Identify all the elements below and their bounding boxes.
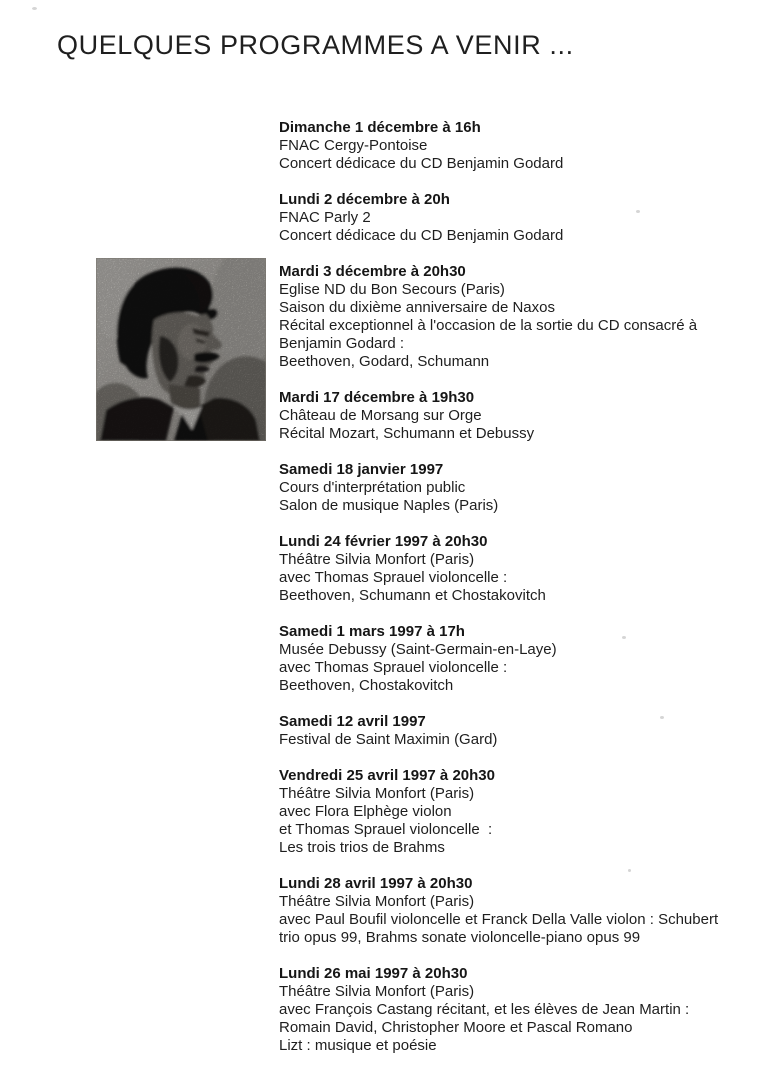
event-date: Lundi 28 avril 1997 à 20h30	[279, 875, 473, 892]
event-date: Lundi 2 décembre à 20h	[279, 191, 450, 208]
event-detail-line: avec Flora Elphège violon	[279, 803, 452, 820]
event-date: Lundi 24 février 1997 à 20h30	[279, 533, 488, 550]
event-entry	[279, 119, 759, 173]
scan-speck	[32, 7, 37, 10]
event-entry	[279, 461, 759, 515]
event-entry	[279, 389, 759, 443]
event-detail-line: Festival de Saint Maximin (Gard)	[279, 731, 498, 748]
event-list	[279, 119, 759, 1073]
event-detail-line: et Thomas Sprauel violoncelle :	[279, 821, 493, 838]
event-detail-line: trio opus 99, Brahms sonate violoncelle-piano opus 99	[279, 929, 641, 946]
event-date: Samedi 18 janvier 1997	[279, 461, 444, 478]
event-entry	[279, 533, 759, 605]
event-detail-line: Cours d'interprétation public	[279, 479, 466, 496]
event-detail-line: Château de Morsang sur Orge	[279, 407, 482, 424]
event-detail-line: FNAC Cergy-Pontoise	[279, 137, 428, 154]
event-detail-line: Beethoven, Schumann et Chostakovitch	[279, 587, 546, 604]
event-detail-line: Salon de musique Naples (Paris)	[279, 497, 499, 514]
event-detail-line: Romain David, Christopher Moore et Pascal Romano	[279, 1019, 633, 1036]
event-detail-line: Concert dédicace du CD Benjamin Godard	[279, 155, 564, 172]
event-detail-line: avec Thomas Sprauel violoncelle :	[279, 569, 508, 586]
scan-speck	[622, 636, 626, 639]
event-entry	[279, 875, 759, 947]
event-detail-line: FNAC Parly 2	[279, 209, 371, 226]
event-detail-line: Beethoven, Godard, Schumann	[279, 353, 490, 370]
event-detail-line: Récital exceptionnel à l'occasion de la sortie du CD consacré à	[279, 317, 698, 334]
event-detail-line: Benjamin Godard :	[279, 335, 405, 352]
event-detail-line: Eglise ND du Bon Secours (Paris)	[279, 281, 505, 298]
event-entry	[279, 623, 759, 695]
portrait-photo-image	[96, 258, 266, 441]
event-date: Mardi 3 décembre à 20h30	[279, 263, 466, 280]
event-detail-line: Saison du dixième anniversaire de Naxos	[279, 299, 555, 316]
event-detail-line: Concert dédicace du CD Benjamin Godard	[279, 227, 564, 244]
event-date: Vendredi 25 avril 1997 à 20h30	[279, 767, 495, 784]
event-detail-line: Récital Mozart, Schumann et Debussy	[279, 425, 535, 442]
event-entry	[279, 191, 759, 245]
event-detail-line: Théâtre Silvia Monfort (Paris)	[279, 785, 475, 802]
scan-speck	[660, 716, 664, 719]
event-date: Mardi 17 décembre à 19h30	[279, 389, 475, 406]
event-entry	[279, 965, 759, 1055]
event-date: Dimanche 1 décembre à 16h	[279, 119, 481, 136]
event-detail-line: Théâtre Silvia Monfort (Paris)	[279, 983, 475, 1000]
event-detail-line: avec Thomas Sprauel violoncelle :	[279, 659, 508, 676]
event-detail-line: Les trois trios de Brahms	[279, 839, 445, 856]
scan-speck	[636, 210, 640, 213]
event-entry	[279, 263, 759, 371]
event-detail-line: Musée Debussy (Saint-Germain-en-Laye)	[279, 641, 557, 658]
event-detail-line: Lizt : musique et poésie	[279, 1037, 437, 1054]
portrait-photo	[96, 258, 266, 441]
event-detail-line: Théâtre Silvia Monfort (Paris)	[279, 893, 475, 910]
scan-speck	[628, 869, 631, 872]
event-detail-line: avec François Castang récitant, et les élèves de Jean Martin :	[279, 1001, 690, 1018]
event-entry	[279, 767, 759, 857]
event-date: Lundi 26 mai 1997 à 20h30	[279, 965, 468, 982]
event-detail-line: Théâtre Silvia Monfort (Paris)	[279, 551, 475, 568]
event-date: Samedi 12 avril 1997	[279, 713, 426, 730]
event-date: Samedi 1 mars 1997 à 17h	[279, 623, 465, 640]
event-entry	[279, 713, 759, 749]
event-detail-line: avec Paul Boufil violoncelle et Franck Della Valle violon : Schubert	[279, 911, 719, 928]
page-title: QUELQUES PROGRAMMES A VENIR ...	[57, 30, 574, 60]
event-detail-line: Beethoven, Chostakovitch	[279, 677, 454, 694]
